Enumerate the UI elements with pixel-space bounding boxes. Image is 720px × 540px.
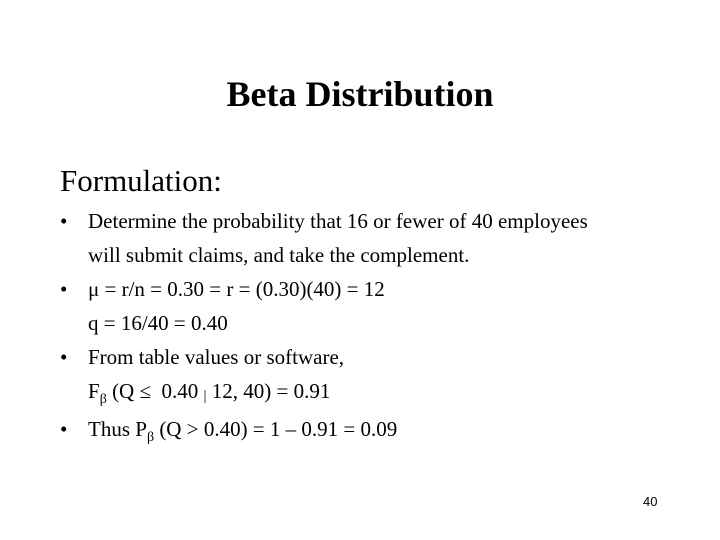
formula-symbol-f: F [88,379,100,403]
formula-line [88,374,680,412]
bullet-item-1 [60,204,680,272]
slide-subtitle: Formulation: [60,163,222,198]
formula-text: 12, 40) = 0.91 [206,379,331,403]
formula-text: (Q ≤ 0.40 [106,379,204,403]
bullet-icon: • [60,209,68,233]
bullet-item-4 [60,412,680,450]
bullet-line: Determine the probability that 16 or fewer of 40 employees [88,209,588,233]
conditional-bar: | [203,388,207,404]
formula-subscript: β [99,392,107,407]
formula-subscript: β [146,430,155,445]
bullet-icon: • [60,277,68,301]
page-number: 40 [643,494,658,509]
bullet-line: From table values or software, [88,345,345,369]
formula-line [88,412,680,450]
formula-text: Thus P [88,417,147,441]
bullet-item-3 [60,340,680,412]
bullet-line: q = 16/40 = 0.40 [88,311,228,335]
bullet-line: will submit claims, and take the complement. [88,243,470,267]
bullet-icon: • [60,345,68,369]
bullet-line: μ = r/n = 0.30 = r = (0.30)(40) = 12 [88,277,385,301]
slide-title: Beta Distribution [226,74,494,114]
formula-text: (Q > 0.40) = 1 – 0.91 = 0.09 [154,417,398,441]
bullet-item-2 [60,272,680,340]
bullet-list [60,204,680,450]
bullet-icon: • [60,417,68,441]
